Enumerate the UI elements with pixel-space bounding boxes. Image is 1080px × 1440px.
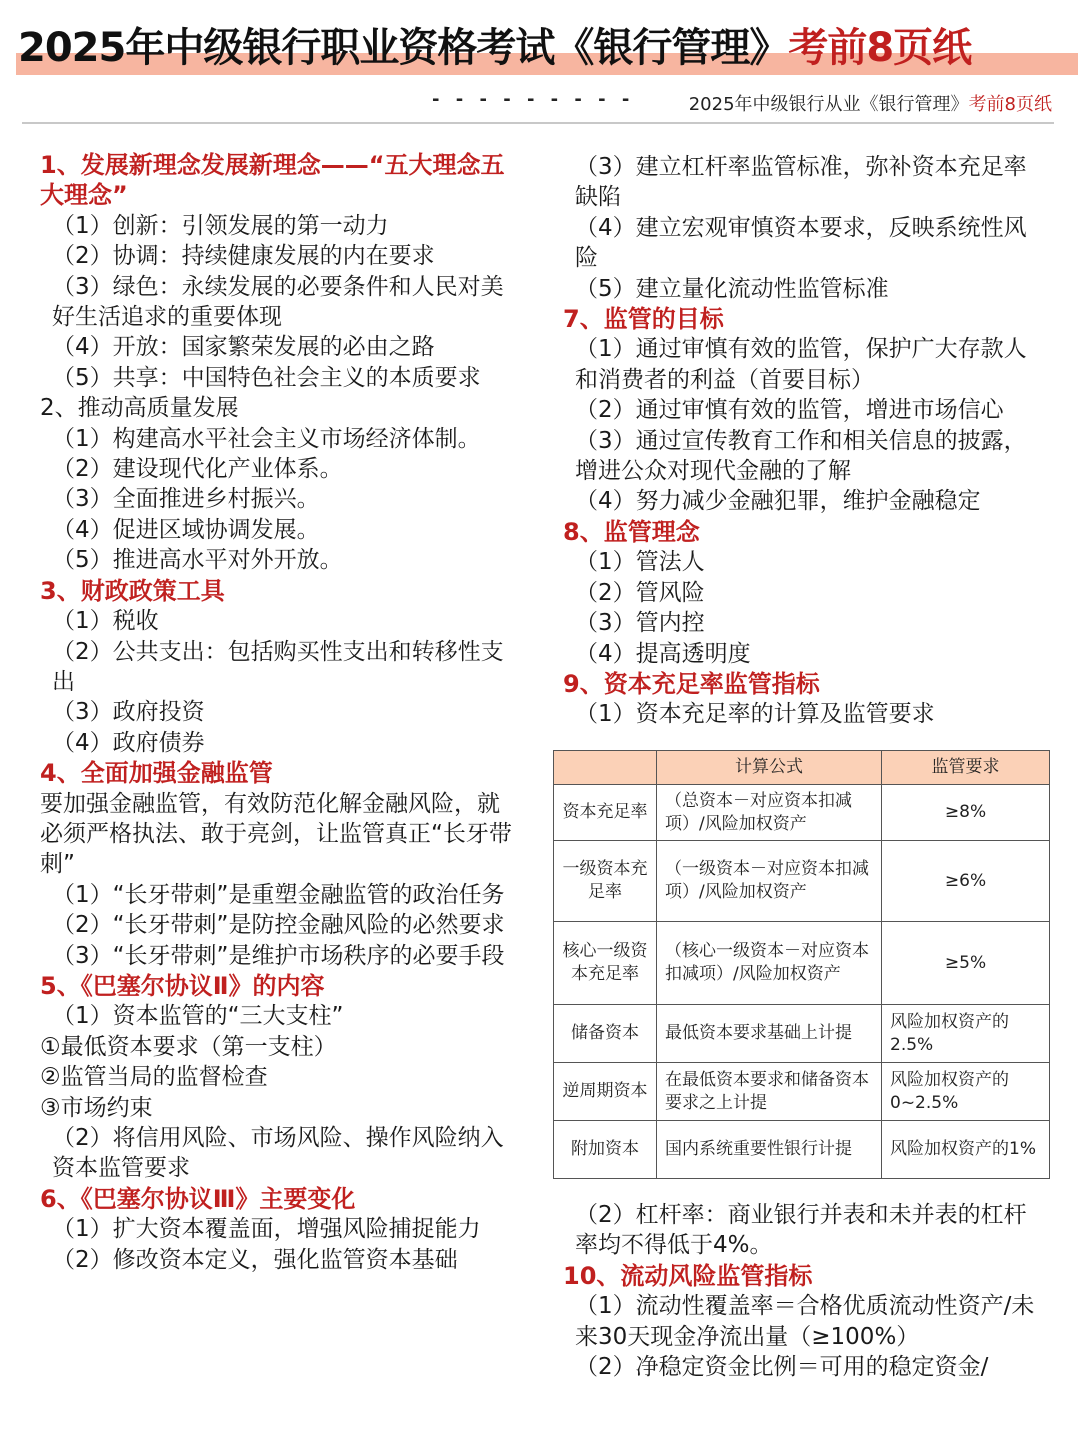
table-cell: ≥8% xyxy=(882,785,1050,841)
table-header-cell: 监管要求 xyxy=(882,751,1050,785)
list-item: （2）公共支出：包括购买性支出和转移性支出 xyxy=(52,638,504,695)
section-heading: 10、流动风险监管指标 xyxy=(563,1261,813,1290)
table-cell: 风险加权资产的0~2.5% xyxy=(882,1063,1050,1121)
subtitle xyxy=(689,90,1052,116)
table-cell: （一级资本－对应资本扣减项）/风险加权资产 xyxy=(657,841,882,922)
list-item: （5）推进高水平对外开放。 xyxy=(52,547,343,574)
subtitle-main: 2025年中级银行从业《银行管理》 xyxy=(688,94,969,115)
table-row xyxy=(554,1063,1050,1121)
list-item: （4）建立宏观审慎资本要求，反映系统性风险 xyxy=(575,214,1027,272)
paragraph: ②监管当局的监督检查 xyxy=(40,1064,268,1091)
section-heading: 1、发展新理念发展新理念——“五大理念五大理念” xyxy=(40,151,505,210)
section-heading: 5、《巴塞尔协议Ⅱ》的内容 xyxy=(40,971,325,1000)
table-row xyxy=(554,1121,1050,1179)
list-item: （2）修改资本定义，强化监管资本基础 xyxy=(52,1246,458,1273)
list-item: （2）将信用风险、市场风险、操作风险纳入资本监管要求 xyxy=(52,1125,504,1182)
list-item: （1）资本充足率的计算及监管要求 xyxy=(575,701,935,728)
table-header-cell xyxy=(554,751,657,785)
section-heading: 6、《巴塞尔协议Ⅲ》主要变化 xyxy=(40,1184,356,1213)
table-cell: 在最低资本要求和储备资本要求之上计提 xyxy=(657,1063,882,1121)
table-row xyxy=(554,841,1050,922)
section-heading: 4、全面加强金融监管 xyxy=(40,759,273,788)
paragraph: ①最低资本要求（第一支柱） xyxy=(40,1033,337,1060)
table-cell: 资本充足率 xyxy=(554,785,657,841)
list-item: （1）“长牙带刺”是重塑金融监管的政治任务 xyxy=(52,881,505,908)
list-item: （3）管内控 xyxy=(575,610,705,637)
paragraph: 2、推动高质量发展 xyxy=(40,395,239,422)
table-cell: 逆周期资本 xyxy=(554,1063,657,1121)
page-title xyxy=(18,20,1070,76)
table-cell: 核心一级资本充足率 xyxy=(554,922,657,1005)
section-heading: 7、监管的目标 xyxy=(563,305,724,334)
list-item: （3）“长牙带刺”是维护市场秩序的必要手段 xyxy=(52,942,505,969)
list-item: （4）促进区域协调发展。 xyxy=(52,516,320,543)
paragraph: 要加强金融监管，有效防范化解金融风险，就必须严格执法、敢于亮剑，让监管真正“长牙带刺” xyxy=(40,790,512,878)
list-item: （3）通过宣传教育工作和相关信息的披露，增进公众对现代金融的了解 xyxy=(575,427,1027,485)
table-row xyxy=(554,785,1050,841)
title-main: 2025年中级银行职业资格考试《银行管理》 xyxy=(18,25,789,71)
list-item: （3）绿色：永续发展的必要条件和人民对美好生活追求的重要体现 xyxy=(52,273,504,331)
list-item: （1）税收 xyxy=(52,608,159,635)
list-item: （1）资本监管的“三大支柱” xyxy=(52,1003,344,1030)
paragraph: ③市场约束 xyxy=(40,1094,153,1121)
table-cell: （总资本－对应资本扣减项）/风险加权资产 xyxy=(657,785,882,841)
list-item: （1）流动性覆盖率＝合格优质流动性资产/未来30天现金净流出量（≥100%） xyxy=(575,1293,1035,1350)
list-item: （1）管法人 xyxy=(575,549,705,576)
list-item: （1）扩大资本覆盖面，增强风险捕捉能力 xyxy=(52,1216,481,1243)
list-item: （2）杠杆率：商业银行并表和未并表的杠杆率均不得低于4%。 xyxy=(575,1202,1027,1259)
list-item: （2）协调：持续健康发展的内在要求 xyxy=(52,243,435,270)
list-item: （3）建立杠杆率监管标准，弥补资本充足率缺陷 xyxy=(575,154,1027,211)
table-cell: 风险加权资产的2.5% xyxy=(882,1005,1050,1063)
list-item: （2）净稳定资金比例＝可用的稳定资金/ xyxy=(575,1354,989,1381)
table-cell: 国内系统重要性银行计提 xyxy=(657,1121,882,1179)
list-item: （1）创新：引领发展的第一动力 xyxy=(52,212,389,239)
table-cell: 最低资本要求基础上计提 xyxy=(657,1005,882,1063)
subtitle-bar xyxy=(22,88,1054,124)
title-accent: 考前8页纸 xyxy=(788,25,972,71)
right-column xyxy=(563,152,1041,730)
dash-divider: - - - - - - - - - xyxy=(432,89,635,110)
list-item: （1）构建高水平社会主义市场经济体制。 xyxy=(52,425,481,452)
capital-adequacy-table xyxy=(553,750,1050,1179)
list-item: （5）共享：中国特色社会主义的本质要求 xyxy=(52,364,481,391)
table-cell: （核心一级资本－对应资本扣减项）/风险加权资产 xyxy=(657,922,882,1005)
right-column-bottom xyxy=(563,1200,1041,1382)
section-heading: 9、资本充足率监管指标 xyxy=(563,669,820,698)
list-item: （4）开放：国家繁荣发展的必由之路 xyxy=(52,334,435,361)
table-header-row xyxy=(554,751,1050,785)
section-heading: 3、财政政策工具 xyxy=(40,576,225,605)
list-item: （5）建立量化流动性监管标准 xyxy=(575,275,889,302)
list-item: （4）提高透明度 xyxy=(575,640,751,667)
list-item: （3）全面推进乡村振兴。 xyxy=(52,486,320,513)
table-row xyxy=(554,922,1050,1005)
table-cell: 一级资本充足率 xyxy=(554,841,657,922)
table-cell: 储备资本 xyxy=(554,1005,657,1063)
list-item: （2）“长牙带刺”是防控金融风险的必然要求 xyxy=(52,912,505,939)
table-cell: 附加资本 xyxy=(554,1121,657,1179)
list-item: （2）建设现代化产业体系。 xyxy=(52,456,343,483)
table-cell: 风险加权资产的1% xyxy=(882,1121,1050,1179)
list-item: （4）努力减少金融犯罪，维护金融稳定 xyxy=(575,488,981,515)
table-cell: ≥6% xyxy=(882,841,1050,922)
left-column xyxy=(40,150,520,1275)
list-item: （2）通过审慎有效的监管，增进市场信心 xyxy=(575,397,1004,424)
section-heading: 8、监管理念 xyxy=(563,517,700,546)
table-row xyxy=(554,1005,1050,1063)
list-item: （3）政府投资 xyxy=(52,699,205,726)
table-header-cell: 计算公式 xyxy=(657,751,882,785)
list-item: （1）通过审慎有效的监管，保护广大存款人和消费者的利益（首要目标） xyxy=(575,336,1027,393)
subtitle-accent: 考前8页纸 xyxy=(968,94,1052,115)
list-item: （4）政府债券 xyxy=(52,729,205,756)
table-cell: ≥5% xyxy=(882,922,1050,1005)
list-item: （2）管风险 xyxy=(575,579,705,606)
